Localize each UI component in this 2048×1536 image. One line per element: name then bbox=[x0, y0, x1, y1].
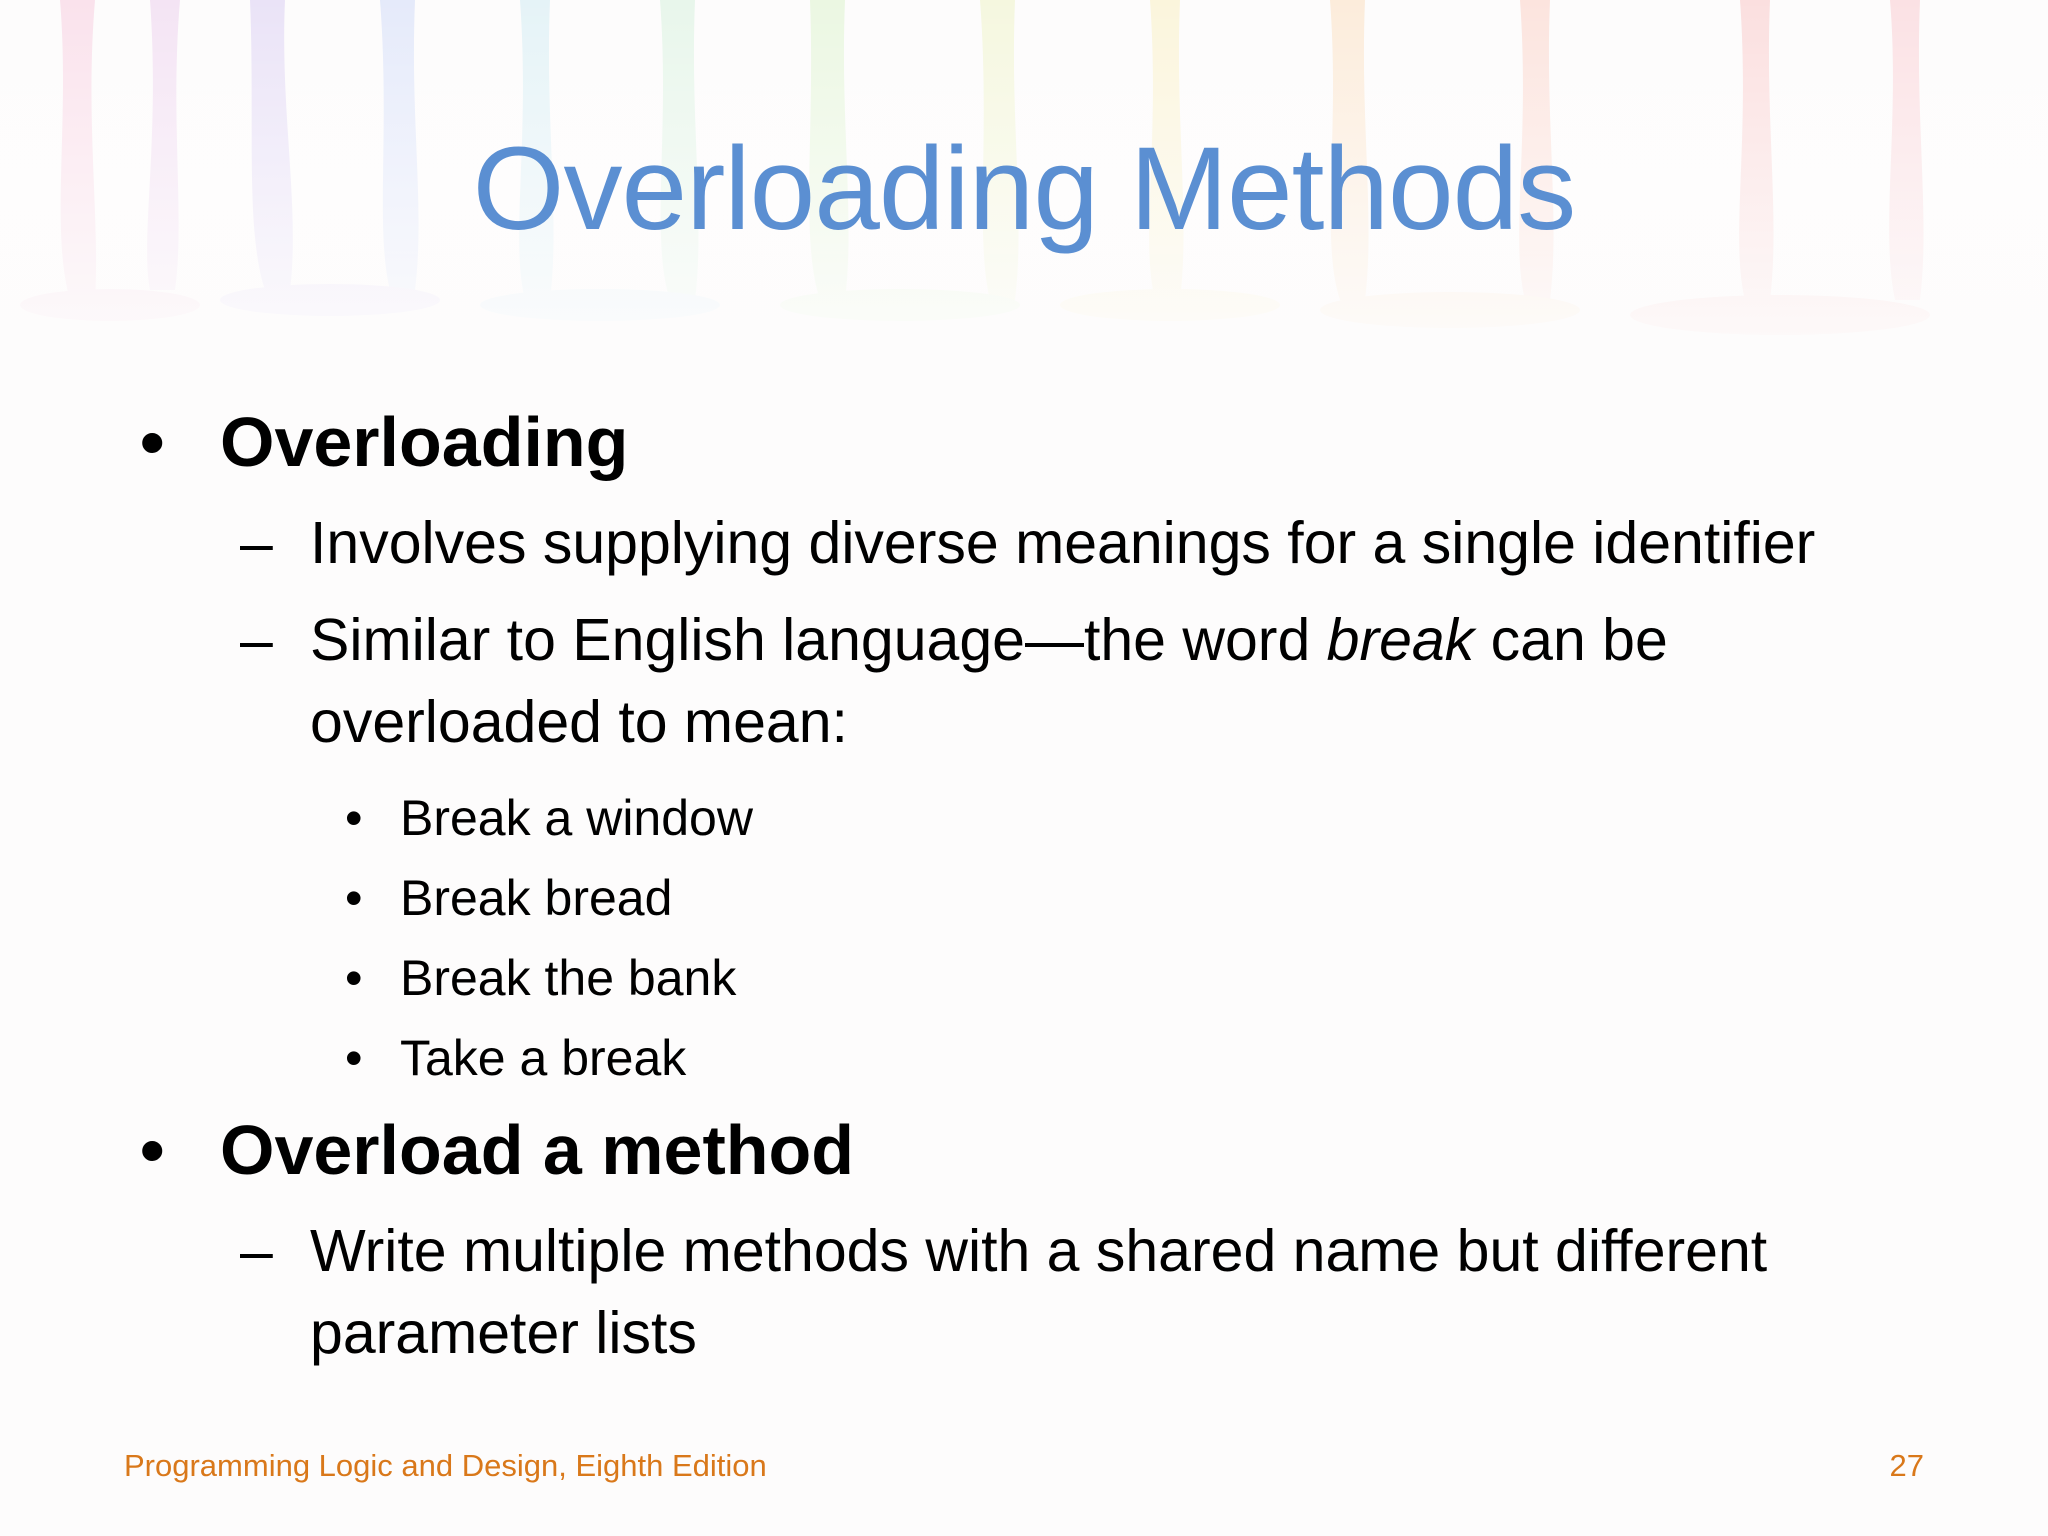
list-item-text: Break the bank bbox=[400, 949, 737, 1006]
bullet-heading: Overload a method bbox=[220, 1110, 855, 1189]
sub-bullet bbox=[140, 1210, 1930, 1375]
bullet-overload-method bbox=[140, 1108, 1940, 1192]
slide-title: Overloading Methods bbox=[472, 123, 1576, 255]
sub-bullet bbox=[140, 502, 1930, 585]
list-item bbox=[140, 1018, 1940, 1098]
sub-bullet-text: Write multiple methods with a shared name but different parameter lists bbox=[310, 1217, 1768, 1367]
emphasized-word: break bbox=[1326, 606, 1475, 673]
dash-mark: – bbox=[240, 510, 273, 576]
sub-bullet-text: Involves supplying diverse meanings for a single identifier bbox=[310, 510, 1816, 576]
bullet-mark: • bbox=[345, 789, 363, 846]
sub-bullet bbox=[140, 599, 1930, 764]
list-item bbox=[140, 938, 1940, 1018]
list-item bbox=[140, 858, 1940, 938]
bullet-mark: • bbox=[345, 949, 363, 1006]
bullet-heading: Overloading bbox=[220, 403, 629, 481]
bullet-overloading bbox=[140, 400, 1940, 484]
spacer bbox=[140, 1098, 1940, 1108]
sub-bullet-text-end: can be overloaded to mean: bbox=[310, 606, 1668, 756]
sub-bullet-text-start: Similar to English language—the word bbox=[310, 606, 1327, 673]
list-item-text: Break a window bbox=[400, 789, 753, 846]
dash-mark: – bbox=[240, 606, 273, 673]
slide-footer: Programming Logic and Design, Eighth Edition bbox=[124, 1448, 767, 1483]
list-item-text: Take a break bbox=[400, 1029, 687, 1086]
bullet-mark: • bbox=[345, 869, 363, 926]
slide-body bbox=[140, 400, 1940, 1389]
bullet-mark: • bbox=[140, 1110, 165, 1189]
list-item-text: Break bread bbox=[400, 869, 673, 926]
dash-mark: – bbox=[240, 1217, 273, 1284]
bullet-mark: • bbox=[140, 403, 165, 481]
page-number: 27 bbox=[1889, 1448, 1924, 1483]
bullet-mark: • bbox=[345, 1029, 363, 1086]
list-item bbox=[140, 778, 1940, 858]
